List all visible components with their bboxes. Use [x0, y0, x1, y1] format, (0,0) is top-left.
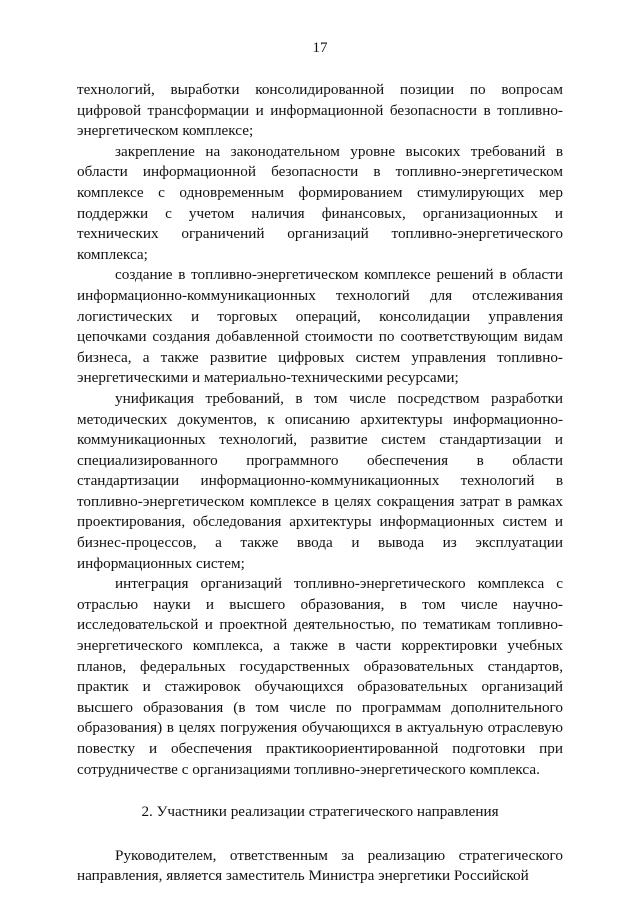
list-item-integration: интеграция организаций топливно-энергетического комплекса с отраслью науки и высшего образования, в том числе научно-исследовательской и проектной деятельностью, по тематикам топливно-энергетического комплекса, а также в части корректировки учебных планов, федеральных государственных образовательных стандартов, практик и стажировок обучающихся образовательных организаций высшего образования (в том числе по программам дополнительного образования) в целях погружения обучающихся в актуальную отраслевую повестку и обеспечения практикоориентированной подготовки при сотрудничестве с организациями топливно-энергетического комплекса.: [77, 575, 563, 778]
list-item-ict-solutions: создание в топливно-энергетическом комплексе решений в области информационно-коммуникационных технологий для отслеживания логистических и торговых операций, консолидации управления цепочками создания добавленной стоимости по соответствующим видам бизнеса, а также развитие цифровых систем управления топливно-энергетическими и материально-техническими ресурсами;: [77, 266, 563, 387]
document-body: [77, 80, 563, 887]
paragraph-continuation: технологий, выработки консолидированной позиции по вопросам цифровой трансформации и информационной безопасности в топливно-энергетическом комплексе;: [77, 81, 563, 140]
section-heading: 2. Участники реализации стратегического направления: [141, 803, 499, 821]
closing-paragraph: Руководителем, ответственным за реализацию стратегического направления, является заместитель Министра энергетики Российской: [77, 846, 563, 885]
page-number: 17: [312, 40, 328, 56]
list-item-unification: унификация требований, в том числе посредством разработки методических документов, к описанию архитектуры информационно-коммуникационных технологий, развитие систем стандартизации и специализированного программного обеспечения в области стандартизации информационно-коммуникационных технологий в топливно-энергетическом комплексе в целях сокращения затрат в рамках проектирования, обследования архитектуры информационных систем и бизнес-процессов, а также ввода и вывода из эксплуатации информационных систем;: [77, 389, 563, 572]
list-item-legislation: закрепление на законодательном уровне высоких требований в области информационной безопасности в топливно-энергетическом комплексе с одновременным формированием стимулирующих мер поддержки с учетом наличия финансовых, организационных и технических ограничений организаций топливно-энергетического комплекса;: [77, 142, 563, 263]
